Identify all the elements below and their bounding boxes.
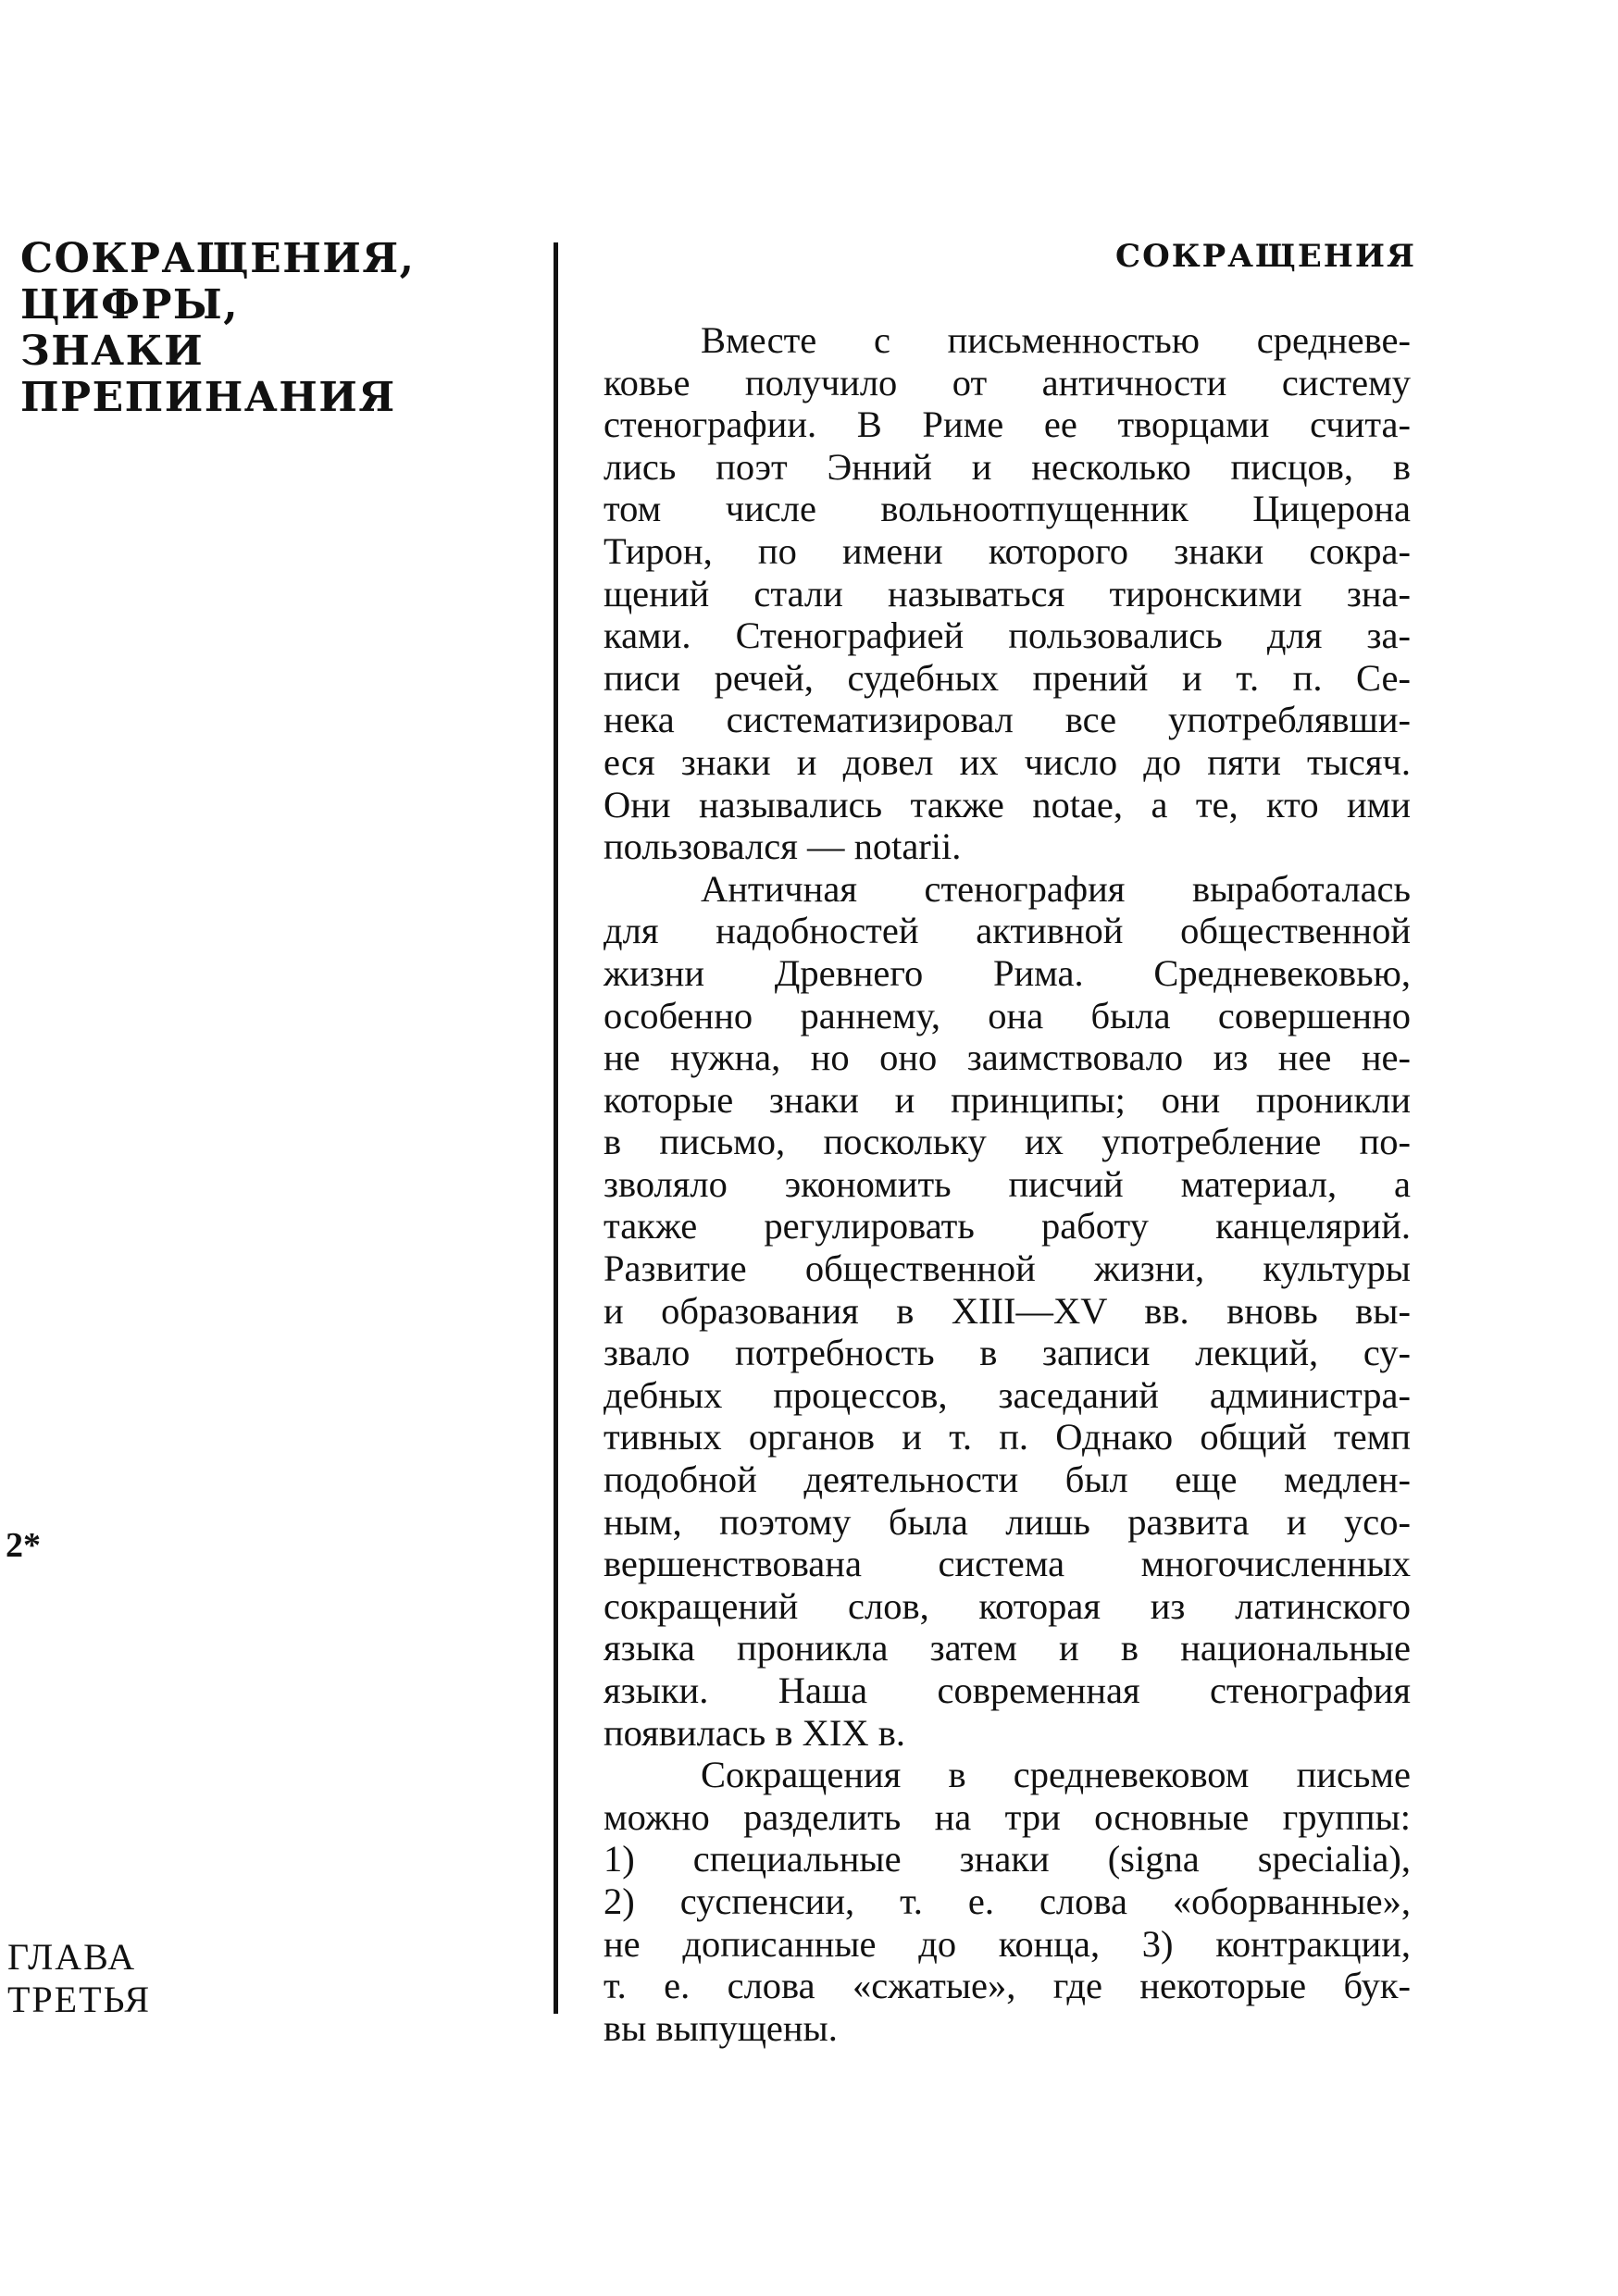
text-line: пользовался — notarii.	[604, 825, 962, 868]
text-line: ным, поэтому была лишь развита и усо-	[604, 1500, 1411, 1543]
text-line: вершенствована система многочисленных	[604, 1543, 1411, 1585]
chapter-number-label	[7, 1936, 151, 2021]
chapter-label-line: ГЛАВА	[7, 1936, 137, 1978]
text-line: писи речей, судебных прений и т. п. Се-	[604, 656, 1411, 699]
text-line: не нужна, но оно заимствовало из нее не-	[604, 1036, 1411, 1079]
text-line: появилась в XIX в.	[604, 1711, 905, 1754]
text-line: зволяло экономить писчий материал, а	[604, 1162, 1411, 1205]
text-line: еся знаки и довел их число до пяти тысяч.	[604, 740, 1411, 783]
section-heading: СОКРАЩЕНИЯ	[1115, 238, 1416, 275]
text-line: вы выпущены.	[604, 2006, 838, 2049]
chapter-title-line: СОКРАЩЕНИЯ,	[20, 235, 416, 282]
text-line: для надобностей активной общественной	[604, 910, 1411, 952]
text-line: Тирон, по имени которого знаки сокра-	[604, 529, 1411, 572]
text-line: Они назывались также notae, а те, кто ими	[604, 783, 1411, 825]
paragraph-1	[604, 319, 1411, 868]
text-line: лись поэт Энний и несколько писцов, в	[604, 445, 1411, 488]
text-line: в письмо, поскольку их употребление по-	[604, 1121, 1411, 1163]
text-line: Развитие общественной жизни, культуры	[604, 1247, 1411, 1290]
text-line: можно разделить на три основные группы:	[604, 1795, 1411, 1838]
chapter-title-line: ЦИФРЫ,	[20, 281, 240, 329]
text-line: звало потребность в записи лекций, су-	[604, 1332, 1411, 1374]
text-line: нека систематизировал все употреблявши-	[604, 699, 1411, 741]
text-line: ками. Стенографией пользовались для за-	[604, 614, 1411, 657]
text-line: Сокращения в средневековом письме	[701, 1754, 1411, 1796]
column-divider-rule	[554, 242, 558, 2014]
chapter-title-line: ЗНАКИ	[20, 328, 205, 375]
text-line: жизни Древнего Рима. Средневековью,	[604, 951, 1411, 994]
text-line: также регулировать работу канцелярий.	[604, 1205, 1411, 1247]
text-line: дебных процессов, заседаний администра-	[604, 1373, 1411, 1416]
text-line: щений стали называться тиронскими зна-	[604, 572, 1411, 614]
text-line: языка проникла затем и в национальные	[604, 1627, 1411, 1669]
text-line: Вместе с письменностью средневе-	[701, 319, 1411, 361]
text-line: том числе вольноотпущенник Цицерона	[604, 488, 1411, 530]
text-line: ковье получило от античности систему	[604, 361, 1411, 403]
chapter-title-line: ПРЕПИНАНИЯ	[20, 374, 396, 421]
text-line: 2) суспенсии, т. е. слова «оборванные»,	[604, 1880, 1411, 1922]
text-line: стенографии. В Риме ее творцами счита-	[604, 403, 1411, 446]
chapter-title	[20, 236, 416, 421]
chapter-label-line: ТРЕТЬЯ	[7, 1979, 152, 2020]
text-line: не дописанные до конца, 3) контракции,	[604, 1922, 1411, 1965]
text-line: которые знаки и принципы; они проникли	[604, 1078, 1411, 1121]
text-line: языки. Наша современная стенография	[604, 1669, 1411, 1711]
text-line: 1) специальные знаки (signa specialia),	[604, 1838, 1411, 1880]
printer-signature-mark: 2*	[6, 1526, 41, 1565]
text-line: подобной деятельности был еще медлен-	[604, 1458, 1411, 1501]
text-line: особенно раннему, она была совершенно	[604, 994, 1411, 1036]
text-line: тивных органов и т. п. Однако общий темп	[604, 1416, 1411, 1458]
paragraph-3	[604, 1754, 1411, 2049]
body-text	[604, 319, 1411, 2049]
text-line: сокращений слов, которая из латинского	[604, 1584, 1411, 1627]
paragraph-2	[604, 868, 1411, 1754]
text-line: и образования в XIII—XV вв. вновь вы-	[604, 1289, 1411, 1332]
text-line: т. е. слова «сжатые», где некоторые бук-	[604, 1965, 1411, 2007]
text-line: Античная стенография выработалась	[701, 867, 1411, 910]
